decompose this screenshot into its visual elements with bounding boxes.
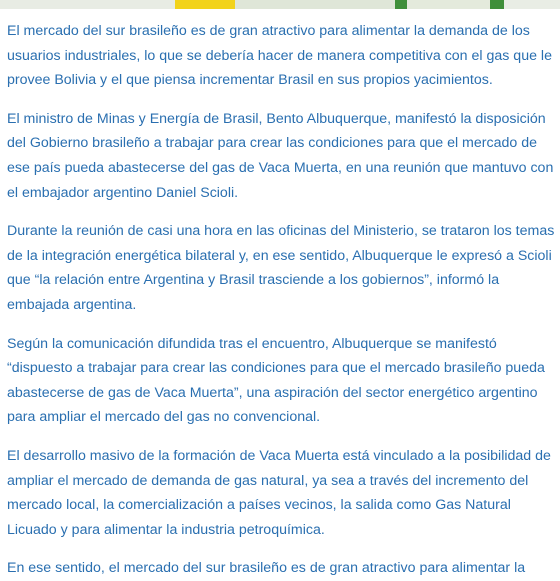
article-paragraph: Durante la reunión de casi una hora en las oficinas del Ministerio, se trataron los temas de la integración energética bilateral y, en ese sentido, Albuquerque le expresó a Scioli que “la relación entre Argentina y Brasil trasciende a los gobiernos”, informó la embajada argentina. [7,223,555,313]
article-body [7,19,555,581]
hero-image-center-area [235,0,395,9]
hero-image-green-accent [395,0,407,9]
article-hero-image [0,0,560,9]
article-paragraph: El desarrollo masivo de la formación de Vaca Muerta está vinculado a la posibilidad de ampliar el mercado de demanda de gas natural, ya sea a través del incremento del mercado local, la comercialización a países vecinos, la salida como Gas Natural Licuado y para alimentar la industria petroquímica. [7,447,551,538]
article-paragraph: Según la comunicación difundida tras el encuentro, Albuquerque se manifestó “dispuesto a trabajar para crear las condiciones para que el mercado brasileño pueda abastecerse de gas de Vaca Muerta”, una aspiración del sector energético argentino para ampliar el mercado del gas no convencional. [7,335,545,426]
hero-image-left-area [0,0,175,9]
article-paragraph: El mercado del sur brasileño es de gran atractivo para alimentar la demanda de los usuarios industriales, lo que se debería hacer de manera competitiva con el gas que le provee Bolivia y el que piensa incrementar Brasil en sus propios yacimientos. [7,23,552,89]
hero-image-green-accent-2 [490,0,504,9]
hero-image-right-area [407,0,490,9]
hero-image-edge [504,0,560,9]
article-paragraph: El ministro de Minas y Energía de Brasil, Bento Albuquerque, manifestó la disposición del Gobierno brasileño a trabajar para crear las condiciones para que el mercado de ese país pueda abastecerse del gas de Vaca Muerta, en una reunión que mantuvo con el embajador argentino Daniel Scioli. [7,110,554,201]
hero-image-yellow-area [175,0,235,9]
article-paragraph: En ese sentido, el mercado del sur brasileño es de gran atractivo para alimentar la [7,560,526,577]
